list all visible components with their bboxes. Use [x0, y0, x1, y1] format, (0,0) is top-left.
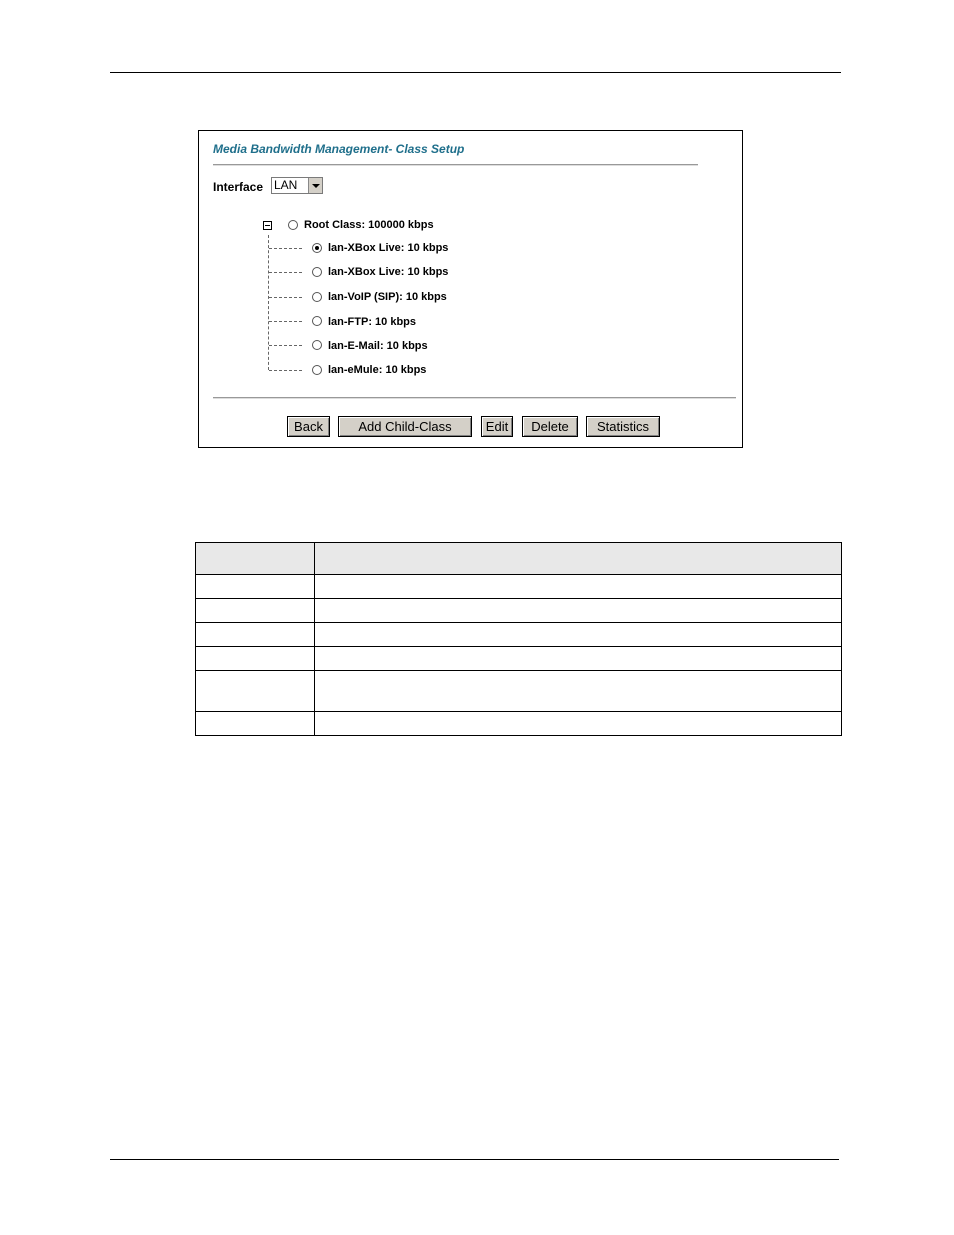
interface-label: Interface	[213, 180, 264, 194]
button-divider	[213, 397, 736, 399]
table-cell	[196, 623, 315, 647]
interface-select-value: LAN	[274, 178, 298, 192]
table-cell	[196, 575, 315, 599]
table-row	[196, 599, 842, 623]
table-cell	[196, 712, 315, 736]
radio-child-3[interactable]	[312, 292, 322, 302]
table-cell	[196, 599, 315, 623]
tree-branch	[269, 370, 302, 371]
table-header-cell	[315, 543, 842, 575]
table-cell	[196, 671, 315, 712]
radio-child-5[interactable]	[312, 340, 322, 350]
interface-select[interactable]	[271, 177, 323, 194]
table-row	[196, 671, 842, 712]
table-row	[196, 647, 842, 671]
child-class-label: lan-VoIP (SIP): 10 kbps	[328, 291, 447, 303]
tree-trunk	[268, 235, 269, 370]
table-cell	[315, 623, 842, 647]
child-class-label: lan-E-Mail: 10 kbps	[328, 340, 428, 352]
table-row	[196, 623, 842, 647]
child-class-label: lan-eMule: 10 kbps	[328, 364, 427, 376]
radio-child-1[interactable]	[312, 243, 322, 253]
tree-branch	[269, 297, 302, 298]
edit-button[interactable]: Edit	[481, 416, 513, 437]
tree-branch	[269, 248, 302, 249]
tree-branch	[269, 272, 302, 273]
radio-child-2[interactable]	[312, 267, 322, 277]
collapse-icon[interactable]	[263, 221, 272, 230]
delete-button[interactable]: Delete	[522, 416, 578, 437]
table-cell	[315, 575, 842, 599]
child-class-label: lan-XBox Live: 10 kbps	[328, 242, 449, 254]
root-class-label: Root Class: 100000 kbps	[304, 219, 434, 231]
table-row	[196, 712, 842, 736]
statistics-button[interactable]: Statistics	[586, 416, 660, 437]
back-button[interactable]: Back	[287, 416, 330, 437]
table-cell	[196, 647, 315, 671]
add-child-class-button[interactable]: Add Child-Class	[338, 416, 472, 437]
table-cell	[315, 712, 842, 736]
page-top-rule	[110, 72, 841, 73]
table-header-row	[196, 543, 842, 575]
page-bottom-rule	[110, 1159, 839, 1160]
table-cell	[315, 599, 842, 623]
class-setup-panel	[198, 130, 743, 448]
title-divider	[213, 164, 698, 166]
tree-branch	[269, 321, 302, 322]
table-cell	[315, 671, 842, 712]
description-table	[195, 542, 842, 736]
radio-child-4[interactable]	[312, 316, 322, 326]
table-cell	[315, 647, 842, 671]
table-row	[196, 575, 842, 599]
child-class-label: lan-XBox Live: 10 kbps	[328, 266, 449, 278]
panel-title: Media Bandwidth Management- Class Setup	[213, 142, 465, 156]
radio-root-class[interactable]	[288, 220, 298, 230]
chevron-down-icon[interactable]	[308, 178, 322, 193]
child-class-label: lan-FTP: 10 kbps	[328, 316, 417, 328]
table-header-cell	[196, 543, 315, 575]
radio-child-6[interactable]	[312, 365, 322, 375]
tree-branch	[269, 345, 302, 346]
